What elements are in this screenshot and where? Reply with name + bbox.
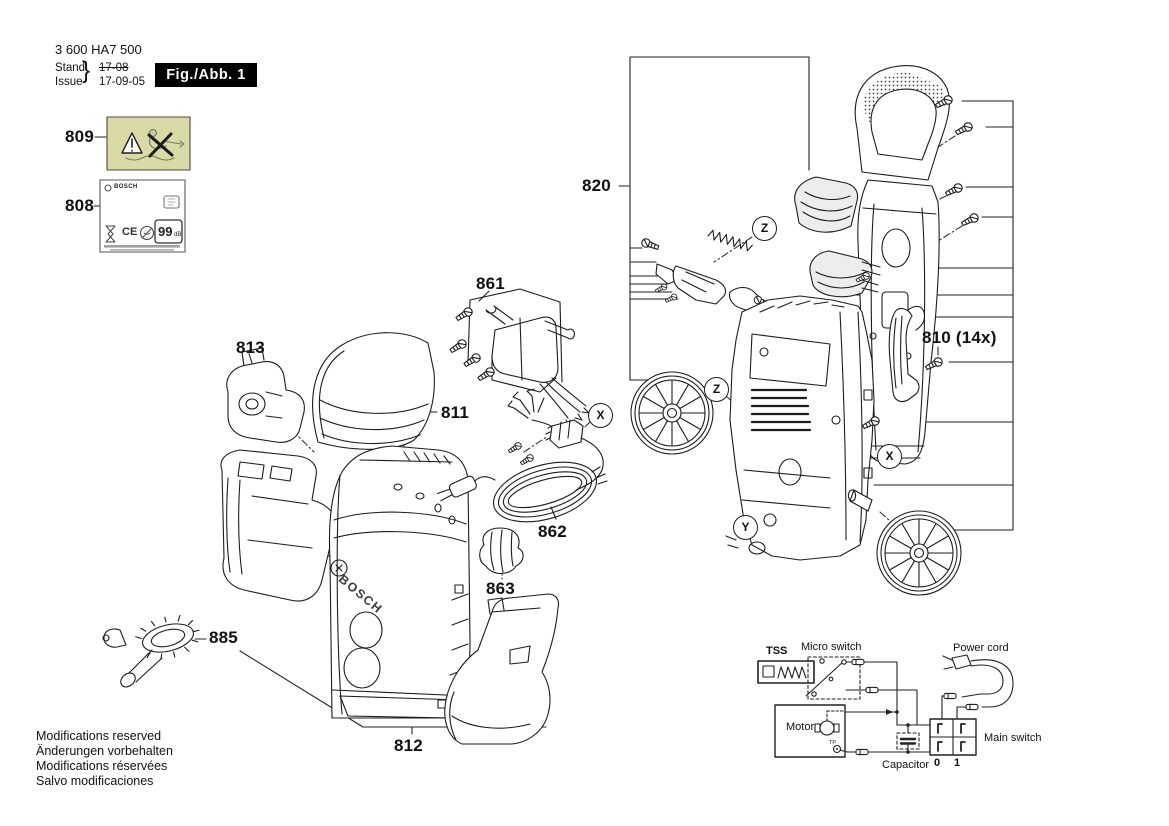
body-brand-logo: BOSCH <box>336 572 386 617</box>
part-holder-shell <box>221 450 335 601</box>
part-808-rating-label <box>100 180 185 252</box>
wiring-main-switch-label: Main switch <box>984 732 1042 744</box>
wiring-position-0: 0 <box>934 757 941 769</box>
wiring-diagram <box>758 655 1013 757</box>
stand-value: 17-08 <box>99 62 129 74</box>
callout-808: 808 <box>65 196 94 215</box>
wiring-motor-label: Motor <box>786 721 815 733</box>
issue-label: Issue <box>55 76 83 88</box>
callout-811: 811 <box>441 403 470 422</box>
part-wheel-right <box>877 511 961 595</box>
callout-862: 862 <box>538 522 567 541</box>
callout-809: 809 <box>65 127 94 146</box>
wiring-micro-switch-label: Micro switch <box>801 641 862 653</box>
callout-810: 810 (14x) <box>922 328 997 347</box>
footer-line-es: Salvo modificaciones <box>36 774 154 788</box>
callout-813: 813 <box>236 338 265 357</box>
part-885-water-inlet <box>103 610 204 690</box>
part-813-bracket <box>227 348 305 442</box>
part-861-switch <box>449 289 589 426</box>
balloon-x-left: X <box>588 403 613 428</box>
balloon-x-right: X <box>877 444 902 469</box>
callout-820: 820 <box>582 176 611 195</box>
part-809-warning-sticker <box>107 117 190 170</box>
balloon-y: Y <box>733 515 758 540</box>
figure-label-box: Fig./Abb. 1 <box>155 63 257 87</box>
stand-label: Stand <box>55 62 86 74</box>
balloon-z-mid: Z <box>704 377 729 402</box>
footer-line-en: Modifications reserved <box>36 729 162 743</box>
brace-glyph: } <box>82 57 91 84</box>
noise-level-unit: dB <box>174 232 182 238</box>
wiring-motor-tp-label: TP <box>829 740 837 746</box>
wiring-position-1: 1 <box>954 757 961 769</box>
part-wheel-left <box>631 372 713 454</box>
part-820-grip-pad-a <box>795 177 858 232</box>
callout-863: 863 <box>486 579 515 598</box>
wiring-tss-label: TSS <box>766 645 788 657</box>
part-811-top-cover <box>313 333 435 450</box>
part-820-latch-parts <box>641 229 771 314</box>
callout-861: 861 <box>476 274 505 293</box>
wiring-capacitor-label: Capacitor <box>882 759 930 771</box>
footer-line-fr: Modifications réservées <box>36 759 168 773</box>
noise-level-value: 99 <box>158 224 173 239</box>
ce-mark: CE <box>122 226 138 238</box>
callout-812: 812 <box>394 736 423 755</box>
balloon-z-top: Z <box>752 216 777 241</box>
footer-line-de: Änderungen vorbehalten <box>36 744 173 758</box>
document-part-number: 3 600 HA7 500 <box>55 42 142 57</box>
part-863-knob <box>480 528 523 574</box>
label-808-brand: BOSCH <box>114 184 138 190</box>
callout-885: 885 <box>209 628 238 647</box>
issue-value: 17-09-05 <box>99 76 146 88</box>
wiring-power-cord-label: Power cord <box>953 642 1009 654</box>
